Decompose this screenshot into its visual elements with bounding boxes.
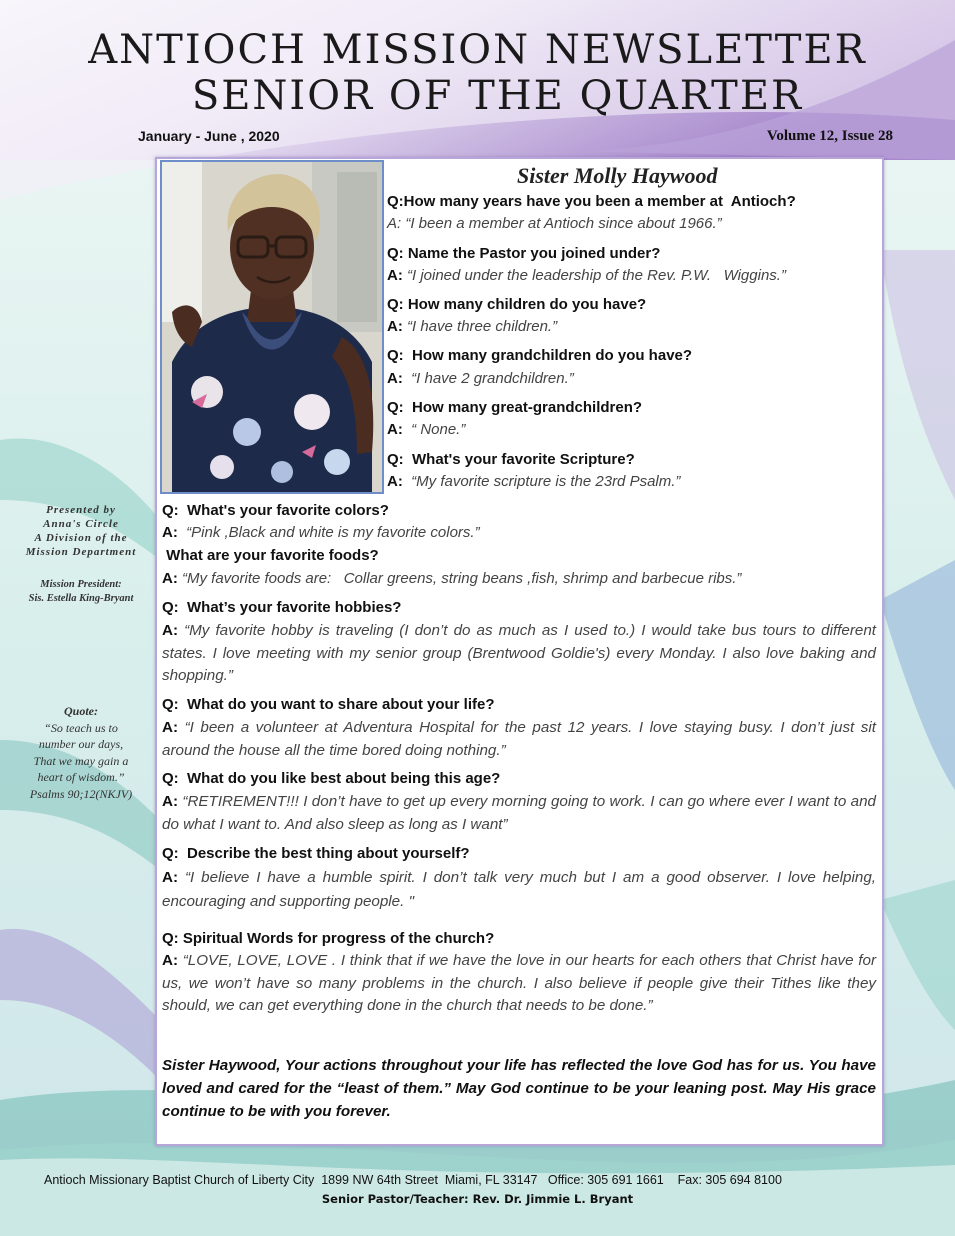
honoree-name: Sister Molly Haywood <box>517 163 718 188</box>
answer-4: A: “I have 2 grandchildren.” <box>387 370 574 387</box>
answer-10: A: “I been a volunteer at Adventura Hospital for the past 12 years. I love staying busy. I don’t just sit around the house all the time bored doing nothing.” <box>162 719 876 759</box>
answer-6: A: “My favorite scripture is the 23rd Psalm.” <box>387 473 681 490</box>
question-10: Q: What do you want to share about your life? <box>162 696 495 713</box>
sidebar-quote: Quote: “So teach us to number our days, That we may gain a heart of wisdom.” Psalms 90;12(NKJV) <box>14 703 148 802</box>
sidebar-presented-by: Presented by Anna's Circle A Division of the Mission Department <box>25 504 137 558</box>
answer-7: A: “Pink ,Black and white is my favorite colors.” <box>162 524 480 541</box>
question-5: Q: How many great-grandchildren? <box>387 399 643 416</box>
portrait-illustration <box>162 162 382 492</box>
closing-tribute: Sister Haywood, Your actions throughout your life has reflected the love God has for us. You have loved and cared for the “least of them.” May God continue to be your leaning post. May His grace continue to be with you forever. <box>162 1057 876 1120</box>
footer-pastor: Senior Pastor/Teacher: Rev. Dr. Jimmie L. Bryant <box>321 1192 634 1206</box>
answer-5: A: “ None.” <box>387 421 466 438</box>
question-12: Q: Describe the best thing about yourself? <box>162 845 470 862</box>
answer-9: A: “My favorite hobby is traveling (I don’t do as much as I used to.) I would take bus tours to different states. I love meeting with my senior group (Brentwood Goldie's) every Monday. I also love baking and shopping.” <box>162 622 876 684</box>
question-9: Q: What’s your favorite hobbies? <box>162 599 402 616</box>
answer-8: A: “My favorite foods are: Collar greens, string beans ,fish, shrimp and barbecue ribs.” <box>162 570 742 587</box>
quote-label: Quote: <box>64 704 98 718</box>
answer-1: A: “I been a member at Antioch since about 1966.” <box>387 215 722 232</box>
issue-volume: Volume 12, Issue 28 <box>766 128 893 144</box>
question-13: Q: Spiritual Words for progress of the church? <box>162 930 495 947</box>
sidebar-mission-president: Mission President: Sis. Estella King-Bryant <box>28 579 134 604</box>
question-8: What are your favorite foods? <box>162 547 379 564</box>
issue-dates: January - June , 2020 <box>138 128 280 144</box>
question-3: Q: How many children do you have? <box>387 296 647 313</box>
answer-13: A: “LOVE, LOVE, LOVE . I think that if we have the love in our hearts for each others that Christ have for us, we won’t have so many problems in the church. I also believe if people give their Tithes like they should, we can get everything done in the church that needs to be done.” <box>162 952 876 1014</box>
answer-12: A: “I believe I have a humble spirit. I don’t talk very much but I am a good observer. I love helping, encouraging and supporting people. " <box>162 869 876 910</box>
answer-3: A: “I have three children.” <box>387 318 558 335</box>
question-6: Q: What's your favorite Scripture? <box>387 451 635 468</box>
newsletter-subtitle: SENIOR OF THE QUARTER <box>191 73 804 119</box>
answer-2: A: “I joined under the leadership of the Rev. P.W. Wiggins.” <box>387 267 786 284</box>
question-1: Q:How many years have you been a member at Antioch? <box>387 193 796 210</box>
question-7: Q: What's your favorite colors? <box>162 502 389 519</box>
question-11: Q: What do you like best about being this age? <box>162 770 501 787</box>
footer-address: Antioch Missionary Baptist Church of Liberty City 1899 NW 64th Street Miami, FL 33147 Office: 305 691 1661 Fax: 305 694 8100 <box>44 1173 782 1187</box>
answer-11: A: “RETIREMENT!!! I don’t have to get up every morning going to work. I can go where ever I want to and do what I want to. And also sleep as long as I want” <box>162 793 876 833</box>
portrait-photo <box>160 160 384 494</box>
question-4: Q: How many grandchildren do you have? <box>387 347 693 364</box>
newsletter-title: ANTIOCH MISSION NEWSLETTER <box>88 27 867 73</box>
question-2: Q: Name the Pastor you joined under? <box>387 245 661 262</box>
